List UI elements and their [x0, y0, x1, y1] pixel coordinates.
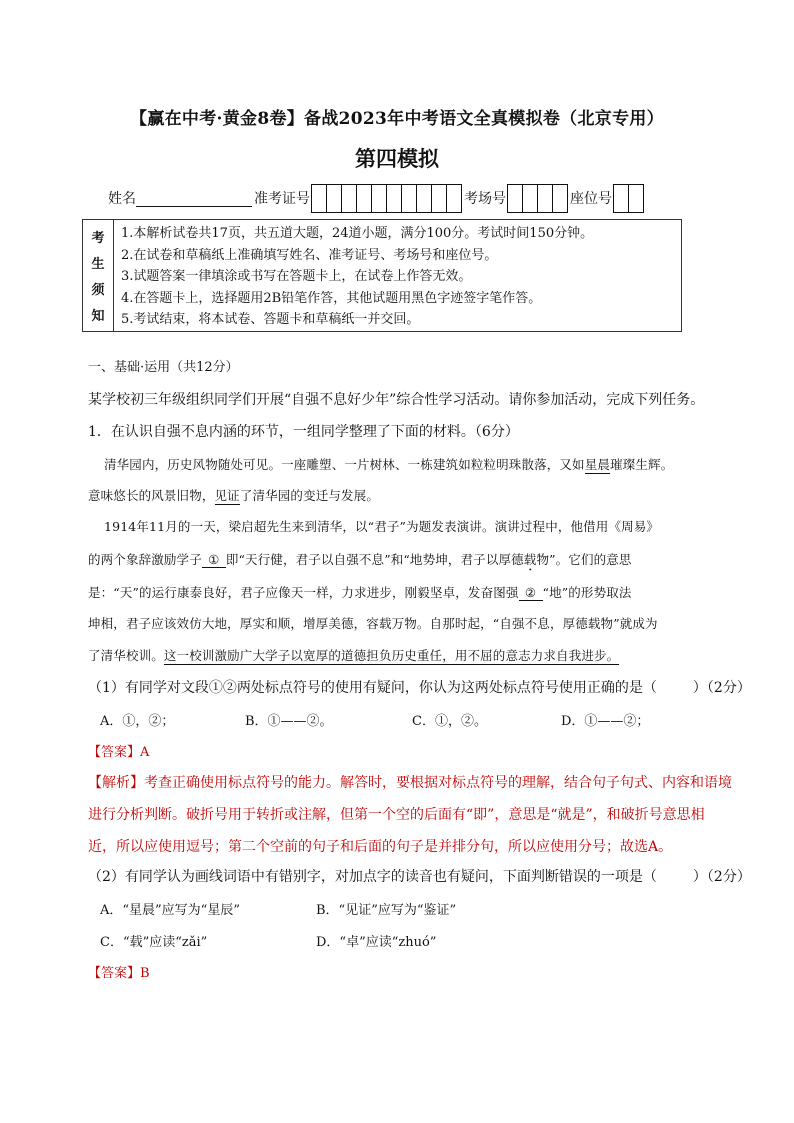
- exam-notice-box: [82, 219, 682, 332]
- question-1-2-stem: （2）有同学认为画线词语中有错别字，对加点字的读音也有疑问，下面判断错误的一项是（ ）（2分）: [88, 869, 751, 885]
- blank-marker-2: ②: [519, 585, 543, 601]
- exam-id-label: 准考证号: [254, 191, 310, 207]
- seat-boxes[interactable]: [614, 184, 644, 213]
- passage-line: 1914年11月的一天，梁启超先生来到清华，以“君子”为题发表演讲。演讲过程中，他借用《周易》: [104, 519, 660, 534]
- passage-line: 坤相，君子应该效仿大地，厚实和顺，增厚美德，容载万物。自那时起，“自强不息，厚德载物”就成为: [88, 616, 658, 631]
- option-d[interactable]: D．“卓”应读“zhuó”: [316, 935, 437, 950]
- section-title: 一、基础·运用（共12分）: [88, 360, 239, 375]
- option-c[interactable]: C．“载”应读“zǎi”: [100, 935, 208, 950]
- option-a[interactable]: A．“星晨”应写为“星辰”: [100, 903, 240, 918]
- notice-item: 1.本解析试卷共17页，共五道大题，24道小题，满分100分。考试时间150分钟。: [121, 226, 594, 241]
- blank-marker-1: ①: [202, 552, 226, 568]
- answer-label: 【答案】B: [88, 966, 150, 981]
- exam-title: 【赢在中考·黄金8卷】备战2023年中考语文全真模拟卷（北京专用）: [130, 109, 664, 129]
- notice-item: 5.考试结束，将本试卷、答题卡和草稿纸一并交回。: [121, 312, 420, 327]
- notice-items: [114, 220, 681, 331]
- underlined-word: 星晨: [584, 457, 611, 472]
- underlined-sentence: 这一校训激励广大学子以宽厚的道德担负历史重任，用不屈的意志力求自我进步。: [163, 648, 620, 663]
- notice-item: 3.试题答案一律填涂或书写在答题卡上，在试卷上作答无效。: [121, 269, 472, 284]
- room-label: 考场号: [464, 191, 506, 207]
- notice-item: 2.在试卷和草稿纸上准确填写姓名、准考证号、考场号和座位号。: [121, 247, 498, 263]
- seat-label: 座位号: [570, 191, 612, 207]
- activity-intro: 某学校初三年级组织同学们开展“自强不息好少年”综合性学习活动。请你参加活动，完成下列任务。: [88, 392, 705, 408]
- analysis-line: 【解析】考查正确使用标点符号的能力。解答时，要根据对标点符号的理解，结合句子句式、内容和语境: [88, 775, 732, 791]
- option-b[interactable]: B．“见证”应写为“鉴证”: [316, 903, 457, 918]
- answer-label: 【答案】A: [88, 745, 150, 760]
- option-b[interactable]: B．①——②。: [245, 714, 333, 729]
- passage-line: 清华园内，历史风物随处可见。一座雕塑、一片树林、一栋建筑如粒粒明珠散落，又如星晨璀璨生辉。: [104, 457, 674, 472]
- option-a[interactable]: A．①，②；: [100, 714, 175, 729]
- passage-line: 了清华校训。这一校训激励广大学子以宽厚的道德担负历史重任，用不屈的意志力求自我进步。: [88, 648, 620, 663]
- question-1-stem: 1．在认识自强不息内涵的环节，一组同学整理了下面的材料。（6分）: [88, 424, 519, 440]
- option-d[interactable]: D．①——②；: [561, 714, 650, 729]
- candidate-info-row: [108, 184, 646, 212]
- notice-item: 4.在答题卡上，选择题用2B铅笔作答，其他试题用黑色字迹签字笔作答。: [121, 290, 542, 306]
- option-c[interactable]: C．①，②。: [412, 714, 487, 729]
- exam-id-boxes[interactable]: [312, 184, 462, 213]
- dotted-char: 载: [523, 552, 537, 567]
- underlined-word: 见证: [214, 488, 240, 503]
- analysis-line: 近，所以应使用逗号；第二个空前的句子和后面的句子是并排分句，所以应使用分号；故选A。: [88, 839, 673, 855]
- passage-line: 意味悠长的风景旧物，见证了清华园的变迁与发展。: [88, 488, 379, 503]
- analysis-line: 进行分析判断。破折号用于转折或注解，但第一个空的后面有“即”，意思是“就是”，和破折号意思相: [88, 807, 705, 823]
- name-blank[interactable]: [136, 189, 252, 207]
- passage-line: 的两个象辞激励学子 ① 即“天行健，君子以自强不息”和“地势坤，君子以厚德载物”。它们的意思: [88, 552, 632, 567]
- room-boxes[interactable]: [508, 184, 568, 213]
- exam-subtitle: 第四模拟: [355, 146, 439, 171]
- name-label: 姓名: [108, 191, 136, 207]
- notice-label: 考 生 须 知: [83, 220, 114, 331]
- question-1-1-stem: （1）有同学对文段①②两处标点符号的使用有疑问，你认为这两处标点符号使用正确的是（ ）（2分）: [88, 680, 751, 696]
- passage-line: 是：“天”的运行康泰良好，君子应像天一样，力求进步，刚毅坚卓，发奋图强 ② “地”的形势取法: [88, 585, 632, 600]
